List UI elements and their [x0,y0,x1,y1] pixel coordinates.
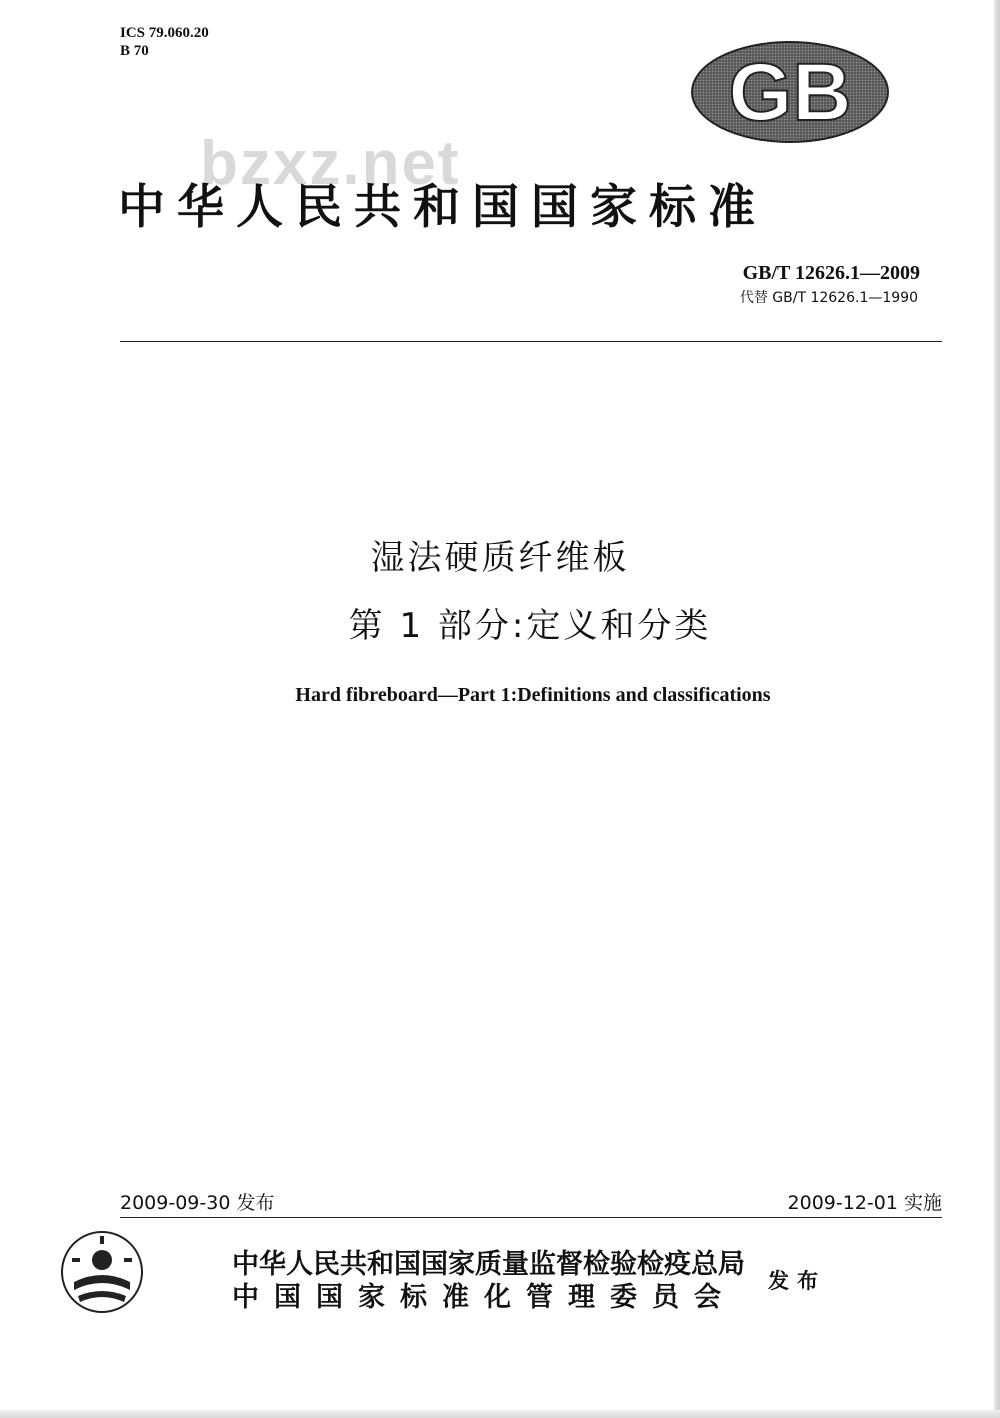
gb-logo [690,40,890,145]
implementation-date: 2009-12-01 实施 [787,1192,942,1214]
ccs-code: B 70 [120,43,149,59]
english-title: Hard fibreboard—Part 1:Definitions and classifications [295,684,771,706]
page-edge-right [994,0,1000,1418]
top-divider [120,341,942,342]
replaces-standard: 代替 GB/T 12626.1—1990 [739,290,918,306]
publish-label: 发布 [768,1269,826,1293]
chinese-title-line1: 湿法硬质纤维板 [370,538,630,578]
issue-date: 2009-09-30 发布 [120,1192,275,1214]
issuing-authorities [232,1248,745,1314]
watermark: bzxz.net [200,129,461,198]
gb-logo-text: GB [728,47,852,138]
standard-category-title: 中华人民共和国国家标准 [118,180,767,235]
chinese-title-line2: 第 1 部分:定义和分类 [348,606,712,646]
bottom-divider [120,1217,942,1218]
ics-code: ICS 79.060.20 [120,25,209,41]
authority-aqsiq: 中华人民共和国国家质量监督检验检疫总局 [232,1249,745,1280]
issuer-emblem-icon [60,1230,144,1314]
classification-codes [120,24,209,60]
standard-number: GB/T 12626.1—2009 [742,262,920,284]
page-edge-bottom [0,1410,1000,1418]
authority-sac: 中国国家标准化管理委员会 [232,1282,736,1313]
